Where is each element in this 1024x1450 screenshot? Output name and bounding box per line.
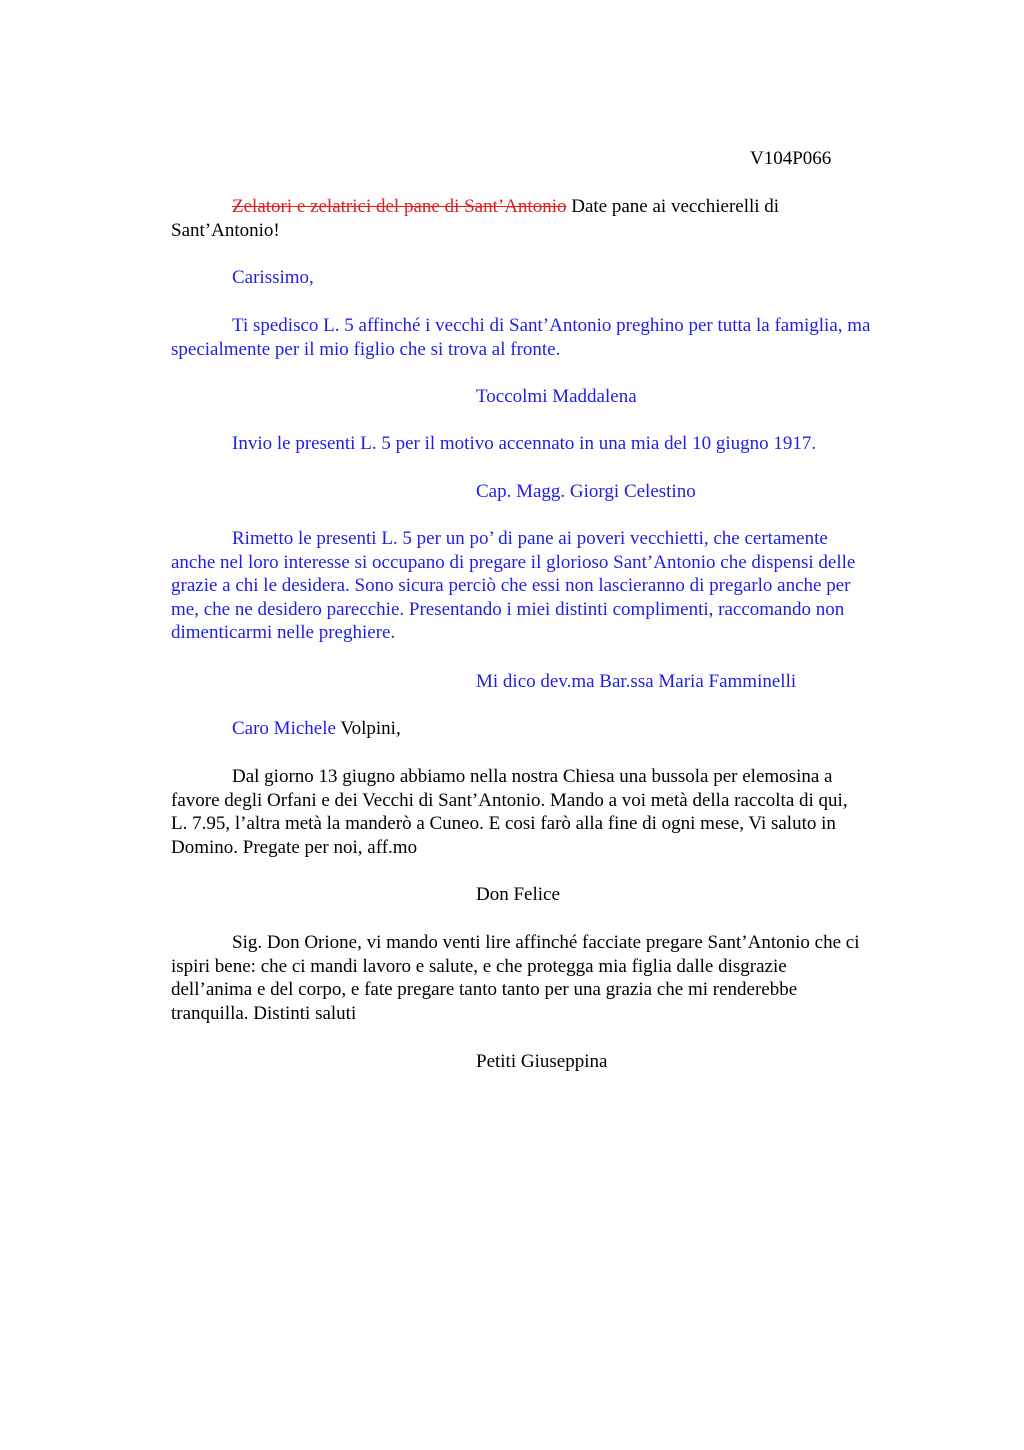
letter3-line-5: dimenticarmi nelle preghiere. (171, 622, 396, 644)
letter3-signature: Mi dico dev.ma Bar.ssa Maria Famminelli (476, 671, 797, 692)
heading-line-1 (171, 195, 931, 219)
letter2-line-1: Invio le presenti L. 5 per il motivo accennato in una mia del 10 giugno 1917. (232, 433, 817, 454)
inserted-salutation-text: Caro Michele (232, 718, 336, 739)
heading-paragraph (171, 195, 931, 242)
letter4-salutation-line (171, 717, 931, 741)
letter3-line-2: anche nel loro interesse si occupano di pregare il glorioso Sant’Antonio che dispensi delle (171, 551, 856, 573)
struck-heading-text: Zelatori e zelatrici del pane di Sant’Antonio (232, 196, 567, 217)
letter5-body (171, 931, 931, 1025)
letter1-signature: Toccolmi Maddalena (476, 386, 637, 407)
letter2-signature: Cap. Magg. Giorgi Celestino (476, 481, 696, 502)
letter1-salutation-text: Carissimo, (232, 267, 314, 288)
letter2-body (171, 432, 931, 456)
letter4-line-4: Domino. Pregate per noi, aff.mo (171, 836, 418, 858)
letter1-body (171, 314, 931, 361)
heading-text: Date pane ai vecchierelli di (566, 196, 780, 217)
letter4-salutation (171, 717, 931, 741)
letter3-line-1: Rimetto le presenti L. 5 per un po’ di pane ai poveri vecchietti, che certamente (232, 528, 828, 549)
letter4-line-3: L. 7.95, l’altra metà la manderò a Cuneo. E cosi farò alla fine di ogni mese, Vi saluto in (171, 813, 836, 835)
letter1-line-2: specialmente per il mio figlio che si trova al fronte. (171, 338, 561, 360)
letter3-line-4: me, che ne desidero parecchie. Presentando i miei distinti complimenti, raccomando non (171, 598, 845, 620)
letter4-signature: Don Felice (476, 884, 560, 905)
letter5-line-4: tranquilla. Distinti saluti (171, 1002, 357, 1024)
letter5-line-3: dell’anima e del corpo, e fate pregare tanto tanto per una grazia che mi renderebbe (171, 979, 798, 1001)
salutation-rest-text: Volpini, (335, 718, 401, 739)
letter3-line-3: grazie a chi le desidera. Sono sicura perciò che essi non lascieranno di pregarlo anche per (171, 575, 851, 597)
letter4-body (171, 765, 931, 859)
letter4-line-1: Dal giorno 13 giugno abbiamo nella nostra Chiesa una bussola per elemosina a (232, 766, 833, 787)
heading-line-2: Sant’Antonio! (171, 219, 280, 241)
document-id: V104P066 (750, 148, 832, 169)
letter5-signature: Petiti Giuseppina (476, 1051, 608, 1072)
letter1-line-1: Ti spedisco L. 5 affinché i vecchi di Sant’Antonio preghino per tutta la famiglia, ma (232, 315, 871, 336)
letter4-line-2: favore degli Orfani e dei Vecchi di Sant’Antonio. Mando a voi metà della raccolta di qui, (171, 789, 848, 811)
letter3-body (171, 527, 931, 645)
letter5-line-1: Sig. Don Orione, vi mando venti lire affinché facciate pregare Sant’Antonio che ci (232, 932, 860, 953)
letter1-salutation (171, 266, 931, 290)
letter5-line-2: ispiri bene: che ci mandi lavoro e salute, e che protegga mia figlia dalle disgrazie (171, 955, 787, 977)
